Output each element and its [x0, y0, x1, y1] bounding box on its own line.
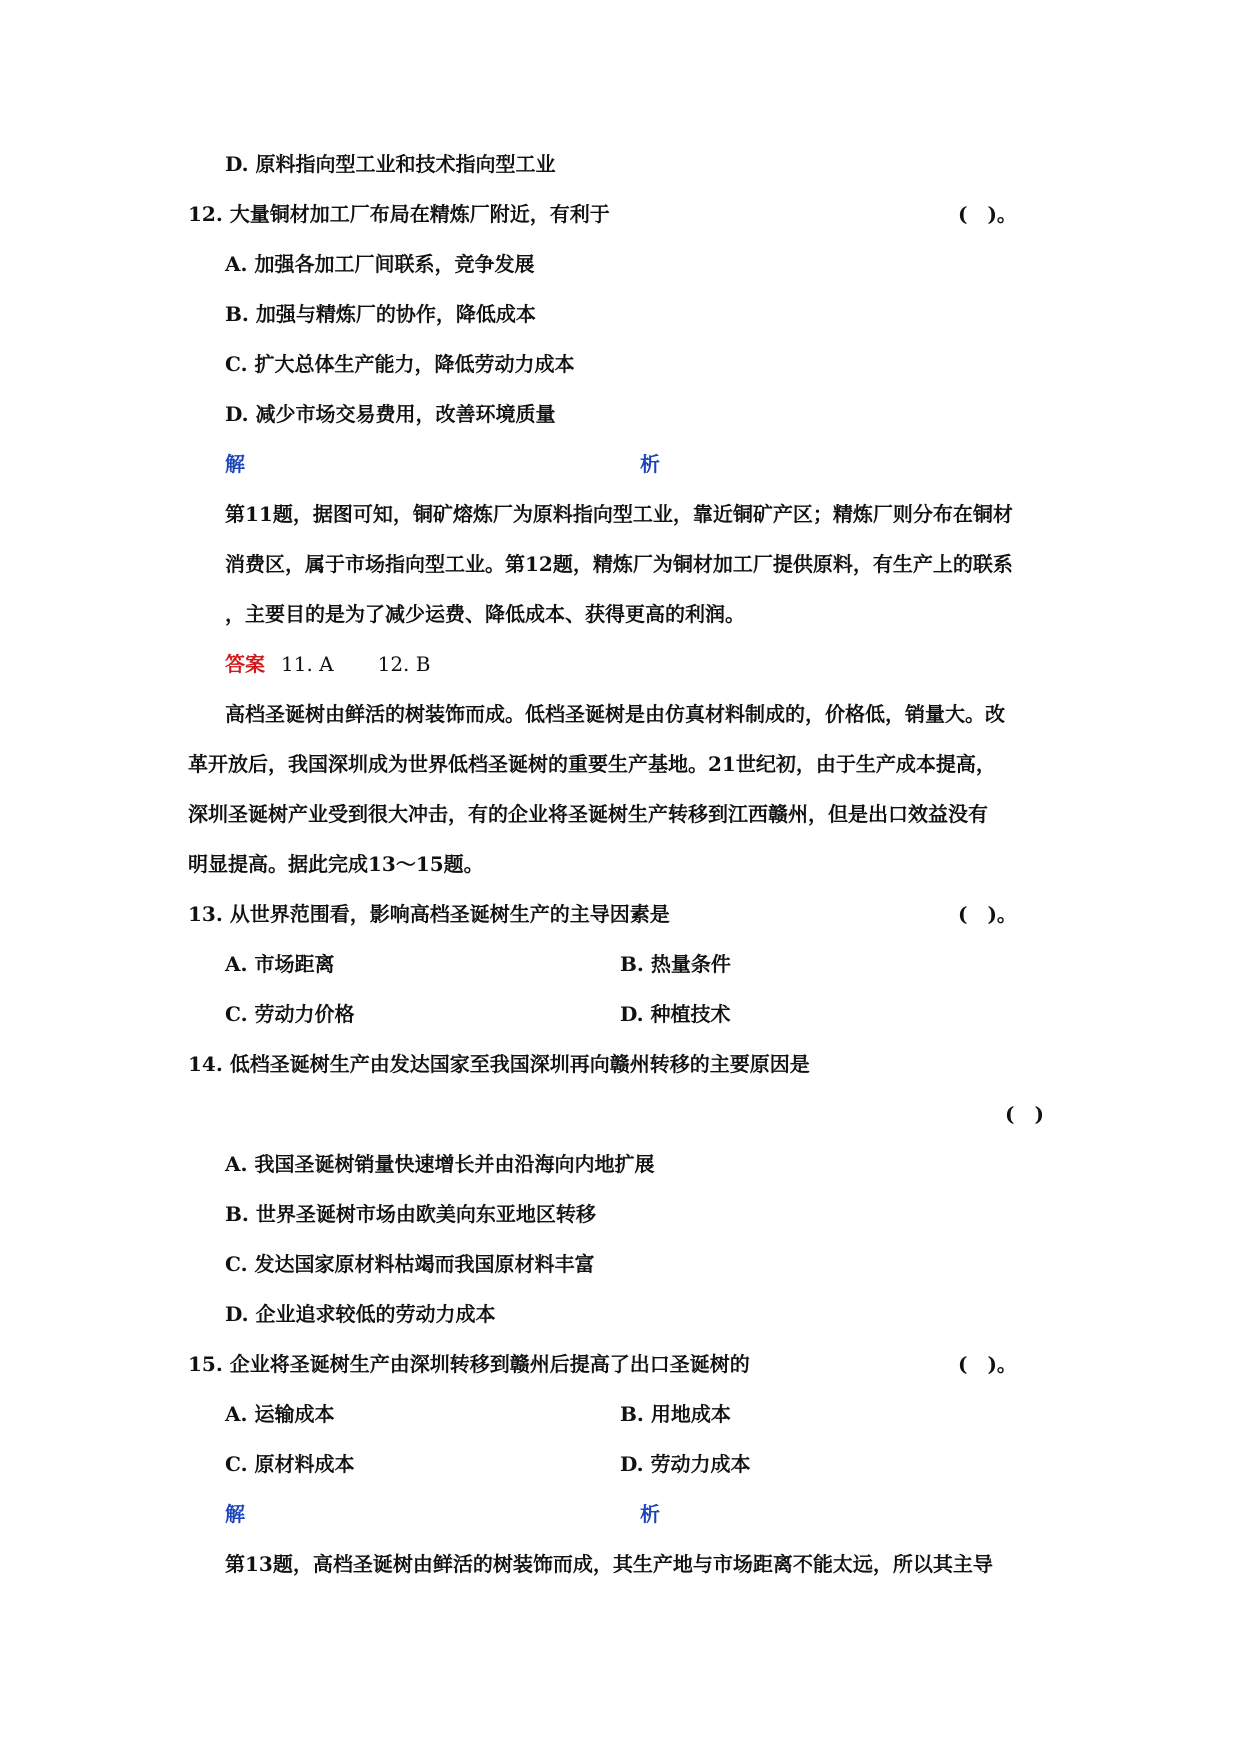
q15-option-c: C. 原材料成本: [225, 1452, 355, 1476]
answer-value: 11. A: [281, 652, 334, 676]
q13-option-d: D. 种植技术: [620, 1002, 731, 1026]
q15-option-a: A. 运输成本: [225, 1402, 335, 1426]
answer-label: 答案: [225, 652, 265, 676]
answer-value: 12. B: [377, 652, 431, 676]
q14-option-c: C. 发达国家原材料枯竭而我国原材料丰富: [225, 1252, 595, 1276]
q13-stem: 13. 从世界范围看，影响高档圣诞树生产的主导因素是: [188, 902, 670, 926]
q14-answer-paren: ( ): [1005, 1102, 1044, 1126]
analysis-line: 第13题，高档圣诞树由鲜活的树装饰而成，其生产地与市场距离不能太远，所以其主导: [225, 1552, 993, 1576]
q15-option-b: B. 用地成本: [620, 1402, 731, 1426]
q15-stem: 15. 企业将圣诞树生产由深圳转移到赣州后提高了出口圣诞树的: [188, 1352, 750, 1376]
passage-line: 明显提高。据此完成13～15题。: [188, 852, 484, 876]
q12-option-c: C. 扩大总体生产能力，降低劳动力成本: [225, 352, 575, 376]
analysis-label-right: 析: [640, 1502, 660, 1526]
q14-option-a: A. 我国圣诞树销量快速增长并由沿海向内地扩展: [225, 1152, 655, 1176]
passage-line: 高档圣诞树由鲜活的树装饰而成。低档圣诞树是由仿真材料制成的，价格低，销量大。改: [225, 702, 1005, 726]
q14-option-b: B. 世界圣诞树市场由欧美向东亚地区转移: [225, 1202, 596, 1226]
q15-option-d: D. 劳动力成本: [620, 1452, 751, 1476]
passage-line: 革开放后，我国深圳成为世界低档圣诞树的重要生产基地。21世纪初，由于生产成本提高，: [188, 752, 996, 776]
q14-stem: 14. 低档圣诞树生产由发达国家至我国深圳再向赣州转移的主要原因是: [188, 1052, 810, 1076]
analysis-line: ，主要目的是为了减少运费、降低成本、获得更高的利润。: [225, 602, 745, 626]
q12-answer-paren: ( )。: [958, 202, 1017, 226]
q12-option-b: B. 加强与精炼厂的协作，降低成本: [225, 302, 536, 326]
q13-option-b: B. 热量条件: [620, 952, 731, 976]
q14-option-d: D. 企业追求较低的劳动力成本: [225, 1302, 496, 1326]
analysis-label-left: 解: [225, 1502, 245, 1526]
q13-option-c: C. 劳动力价格: [225, 1002, 355, 1026]
answer-row: [225, 650, 430, 678]
q11-option-d: D. 原料指向型工业和技术指向型工业: [225, 152, 556, 176]
analysis-line: 消费区，属于市场指向型工业。第12题，精炼厂为铜材加工厂提供原料，有生产上的联系: [225, 552, 1013, 576]
q12-stem: 12. 大量铜材加工厂布局在精炼厂附近，有利于: [188, 202, 610, 226]
q12-option-a: A. 加强各加工厂间联系，竞争发展: [225, 252, 535, 276]
q13-option-a: A. 市场距离: [225, 952, 335, 976]
q15-answer-paren: ( )。: [958, 1352, 1017, 1376]
passage-line: 深圳圣诞树产业受到很大冲击，有的企业将圣诞树生产转移到江西赣州，但是出口效益没有: [188, 802, 988, 826]
analysis-label-right: 析: [640, 452, 660, 476]
analysis-line: 第11题，据图可知，铜矿熔炼厂为原料指向型工业，靠近铜矿产区；精炼厂则分布在铜材: [225, 502, 1013, 526]
q13-answer-paren: ( )。: [958, 902, 1017, 926]
q12-option-d: D. 减少市场交易费用，改善环境质量: [225, 402, 556, 426]
analysis-label-left: 解: [225, 452, 245, 476]
